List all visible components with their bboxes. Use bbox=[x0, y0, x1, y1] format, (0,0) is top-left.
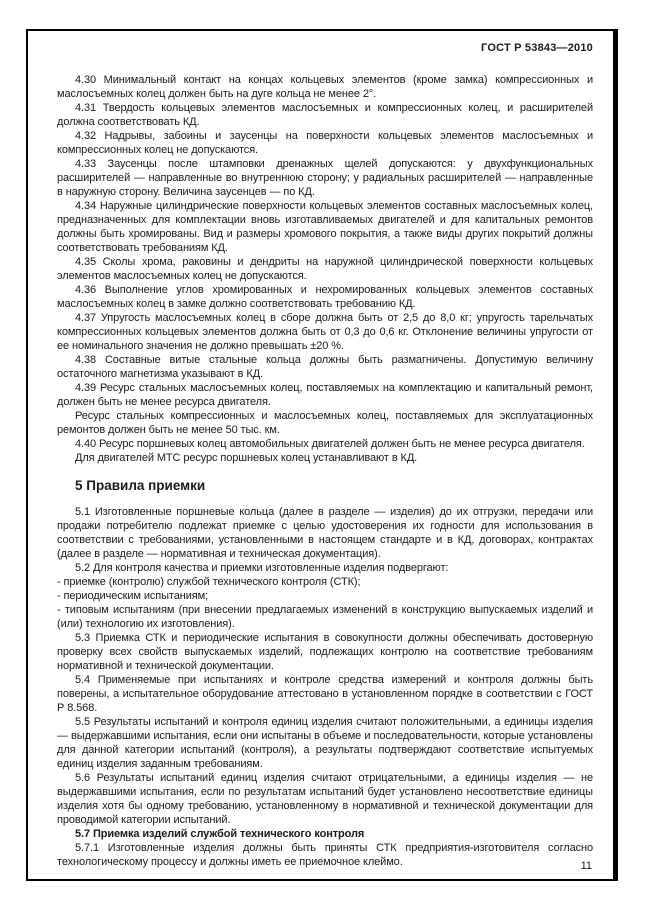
paragraph: 4.38 Составные витые стальные кольца должны быть размагничены. Допустимую величину остаточного магнетизма указывают в КД. bbox=[57, 354, 593, 380]
paragraph: 4.31 Твердость кольцевых элементов маслосъемных и компрессионных колец, и расширителей должна соответствовать КД. bbox=[57, 102, 593, 128]
paragraph: 4.30 Минимальный контакт на концах кольцевых элементов (кроме замка) компрессионных и маслосъемных колец должен быть на дуге кольца не менее 2°. bbox=[57, 74, 593, 100]
paragraph: 4.37 Упругость маслосъемных колец в сборе должна быть от 2,5 до 8,0 кг; упругость тарельчатых компрессионных кольцевых элементов должна быть от 0,3 до 0,6 кг. Отклонение величины упругости от ее номинального значения не должно превышать ±20 %. bbox=[57, 312, 593, 352]
paragraph: 5.2 Для контроля качества и приемки изготовленные изделия подвергают: bbox=[75, 562, 449, 574]
paragraph: 4.36 Выполнение углов хромированных и нехромированных кольцевых элементов составных маслосъемных колец в замке должно соответствовать требованию КД. bbox=[57, 284, 593, 310]
paragraph: Ресурс стальных компрессионных и маслосъемных колец, поставляемых для эксплуатационных ремонтов должен быть не менее 50 тыс. км. bbox=[57, 410, 593, 436]
standard-number-header: ГОСТ Р 53843—2010 bbox=[481, 42, 593, 54]
page-content bbox=[57, 42, 593, 869]
paragraph: 5.4 Применяемые при испытаниях и контроле средства измерений и контроля должны быть поверены, а испытательное оборудование аттестовано в установленном порядке в соответствии с ГОСТ Р 8.568. bbox=[57, 674, 593, 714]
paragraph: 5.7.1 Изготовленные изделия должны быть приняты СТК предприятия-изготовителя согласно технологическому процессу и должны иметь ее приемочное клеймо. bbox=[57, 842, 593, 868]
paragraph: 5.3 Приемка СТК и периодические испытания в совокупности должны обеспечивать достоверную проверку всех свойств выпускаемых изделий, подлежащих контролю на соответствие требованиям нормативной и технической документации. bbox=[57, 632, 593, 672]
paragraph: Для двигателей МТС ресурс поршневых колец устанавливают в КД. bbox=[75, 452, 418, 464]
paragraph: 5.1 Изготовленные поршневые кольца (далее в разделе — изделия) до их отгрузки, передачи или продажи потребителю подлежат приемке с целью удостоверения их годности для использования в соответствии с требованиями, установленными в настоящем стандарте и в КД, договорах, контрактах (далее в разделе — нормативная и техническая документация). bbox=[57, 506, 593, 560]
section-heading: 5 Правила приемки bbox=[75, 478, 206, 493]
paragraph: 5.5 Результаты испытаний и контроля единиц изделия считают положительными, а единицы изделия — выдержавшими испытания, если они испытаны в объеме и последовательности, которые установлены для данной категории испытаний (контроля), а результаты подтверждают соответствие испытуемых единиц изделия заданным требованиям. bbox=[57, 716, 593, 770]
paragraph: 4.34 Наружные цилиндрические поверхности кольцевых элементов составных маслосъемных колец, предназначенных для комплектации вновь изготавливаемых двигателей и для капитальных ремонтов должны быть хромированы. Вид и размеры хромового покрытия, а также виды других покрытий должны соответствовать требованиям КД. bbox=[57, 200, 593, 254]
paragraph: 4.39 Ресурс стальных маслосъемных колец, поставляемых на комплектацию и капитальный ремонт, должен быть не менее ресурса двигателя. bbox=[57, 382, 593, 408]
paragraph: 4.40 Ресурс поршневых колец автомобильных двигателей должен быть не менее ресурса двигателя. bbox=[75, 438, 585, 450]
paragraph: 4.32 Надрывы, забоины и заусенцы на поверхности кольцевых элементов маслосъемных и компрессионных колец не допускаются. bbox=[57, 130, 593, 156]
document-body bbox=[57, 73, 593, 869]
paragraph: 4.35 Сколы хрома, раковины и дендриты на наружной цилиндрической поверхности кольцевых элементов маслосъемных колец не допускаются. bbox=[57, 256, 593, 282]
page-number: 11 bbox=[580, 860, 592, 872]
paragraph: - приемке (контролю) службой технического контроля (СТК); bbox=[57, 576, 361, 588]
paragraph: - типовым испытаниям (при внесении предлагаемых изменений в конструкцию выпускаемых изделий и (или) технологию их изготовления). bbox=[57, 604, 593, 630]
paragraph: 5.7 Приемка изделий службой технического контроля bbox=[75, 828, 365, 840]
paragraph: - периодическим испытаниям; bbox=[57, 590, 209, 602]
paragraph: 5.6 Результаты испытаний единиц изделия считают отрицательными, а единицы изделия — не выдержавшими испытания, если по результатам испытаний будет установлено несоответствие единицы изделия хотя бы одному требованию, установленному в нормативной и технической документации для проводимой категории испытаний. bbox=[57, 772, 593, 826]
paragraph: 4.33 Заусенцы после штамповки дренажных щелей допускаются: у двухфункциональных расширителей — направленные во внутреннюю сторону; у радиальных расширителей — направленные в наружную сторону. Величина заусенцев — по КД. bbox=[57, 158, 593, 198]
